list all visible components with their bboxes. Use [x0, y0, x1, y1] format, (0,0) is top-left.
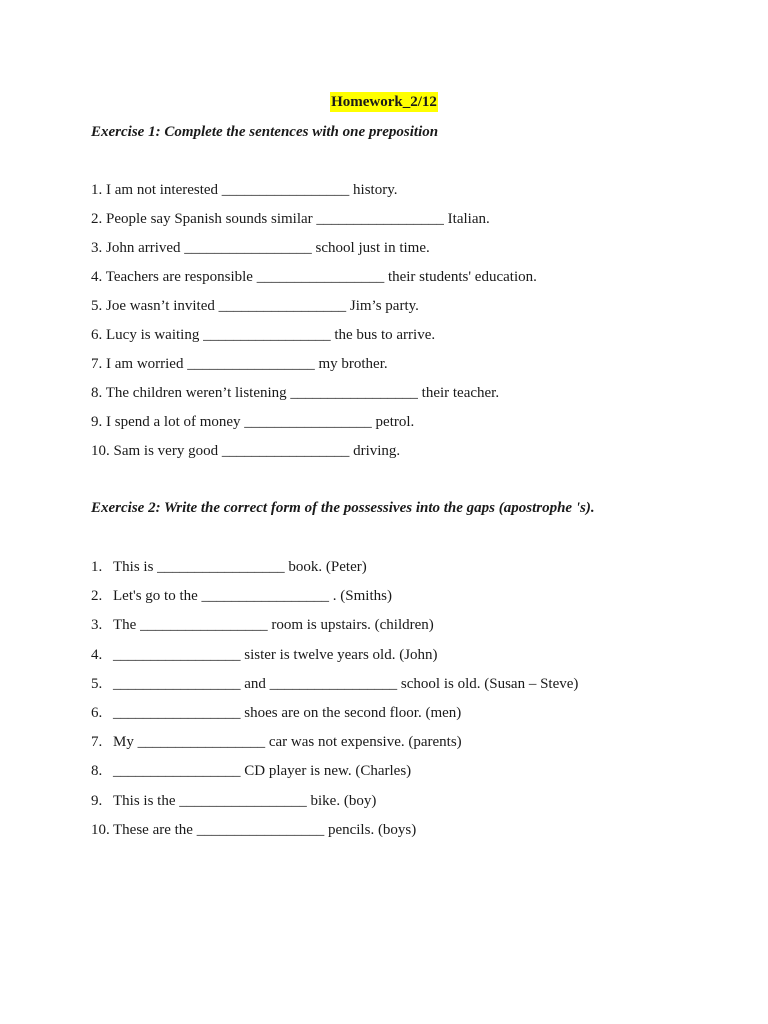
exercise-1-item — [91, 323, 537, 352]
exercise-2-heading: Exercise 2: Write the correct form of the possessives into the gaps (apostrophe 's). — [91, 500, 595, 516]
item-text: I am not interested _________________ history. — [106, 182, 398, 198]
item-number: 4. — [91, 269, 103, 285]
item-text: People say Spanish sounds similar _________________ Italian. — [106, 211, 490, 227]
item-text: Joe wasn’t invited _________________ Jim’s party. — [106, 298, 419, 314]
exercise-1-item — [91, 410, 537, 439]
item-text: The _________________ room is upstairs. (children) — [113, 617, 434, 634]
item-text: I am worried _________________ my brother. — [106, 356, 388, 372]
item-text: John arrived _________________ school just in time. — [106, 240, 430, 256]
exercise-1-item — [91, 236, 537, 265]
exercise-1-item — [91, 207, 537, 236]
item-number: 3. — [91, 617, 103, 634]
page-title: Homework_2/12 — [331, 94, 437, 110]
item-number: 10. — [91, 443, 110, 459]
exercise-2-item — [91, 672, 578, 701]
item-number: 9. — [91, 414, 103, 430]
item-text: The children weren’t listening _________________ their teacher. — [105, 385, 500, 401]
item-number: 2. — [91, 588, 103, 605]
item-number: 1. — [91, 182, 103, 198]
item-number: 9. — [91, 792, 103, 809]
item-text: _________________ shoes are on the second floor. (men) — [113, 704, 462, 721]
exercise-2-list — [91, 555, 578, 847]
exercise-1-item — [91, 178, 537, 207]
exercise-2-item — [91, 613, 578, 642]
item-text: Let's go to the _________________ . (Smiths) — [113, 588, 392, 605]
exercise-1-item — [91, 352, 537, 381]
exercise-2-item — [91, 555, 578, 584]
exercise-1-heading: Exercise 1: Complete the sentences with one preposition — [91, 124, 439, 140]
item-text: I spend a lot of money _________________ petrol. — [106, 414, 415, 430]
item-text: These are the _________________ pencils. (boys) — [113, 821, 417, 838]
exercise-2-item — [91, 730, 578, 759]
exercise-2-item — [91, 759, 578, 788]
item-number: 10. — [91, 821, 110, 838]
item-number: 5. — [91, 675, 103, 692]
exercise-2-item — [91, 584, 578, 613]
item-number: 8. — [91, 385, 103, 401]
item-text: My _________________ car was not expensive. (parents) — [113, 734, 462, 751]
exercise-1-item — [91, 381, 537, 410]
exercise-1-item — [91, 439, 537, 468]
item-text: Sam is very good _________________ driving. — [113, 443, 401, 459]
item-number: 5. — [91, 298, 103, 314]
item-number: 6. — [91, 704, 103, 721]
item-number: 1. — [91, 559, 103, 575]
exercise-1-item — [91, 265, 537, 294]
item-text: Lucy is waiting _________________ the bus to arrive. — [106, 327, 436, 343]
item-text: _________________ CD player is new. (Charles) — [113, 763, 412, 780]
item-number: 3. — [91, 240, 103, 256]
item-text: This is _________________ book. (Peter) — [113, 559, 367, 575]
item-text: _________________ sister is twelve years old. (John) — [113, 646, 438, 663]
item-number: 7. — [91, 734, 103, 751]
item-number: 4. — [91, 646, 103, 663]
exercise-2-item — [91, 701, 578, 730]
exercise-1-item — [91, 294, 537, 323]
title-wrap — [0, 92, 768, 112]
item-number: 8. — [91, 763, 103, 780]
item-text: Teachers are responsible _________________ their students' education. — [105, 269, 537, 285]
item-number: 2. — [91, 211, 103, 227]
item-number: 7. — [91, 356, 103, 372]
item-text: This is the _________________ bike. (boy) — [113, 792, 377, 809]
exercise-1-list — [91, 178, 537, 468]
exercise-2-item — [91, 643, 578, 672]
item-number: 6. — [91, 327, 103, 343]
exercise-2-item — [91, 789, 578, 818]
item-text: _________________ and _________________ school is old. (Susan – Steve) — [113, 675, 579, 692]
exercise-2-item — [91, 818, 578, 847]
